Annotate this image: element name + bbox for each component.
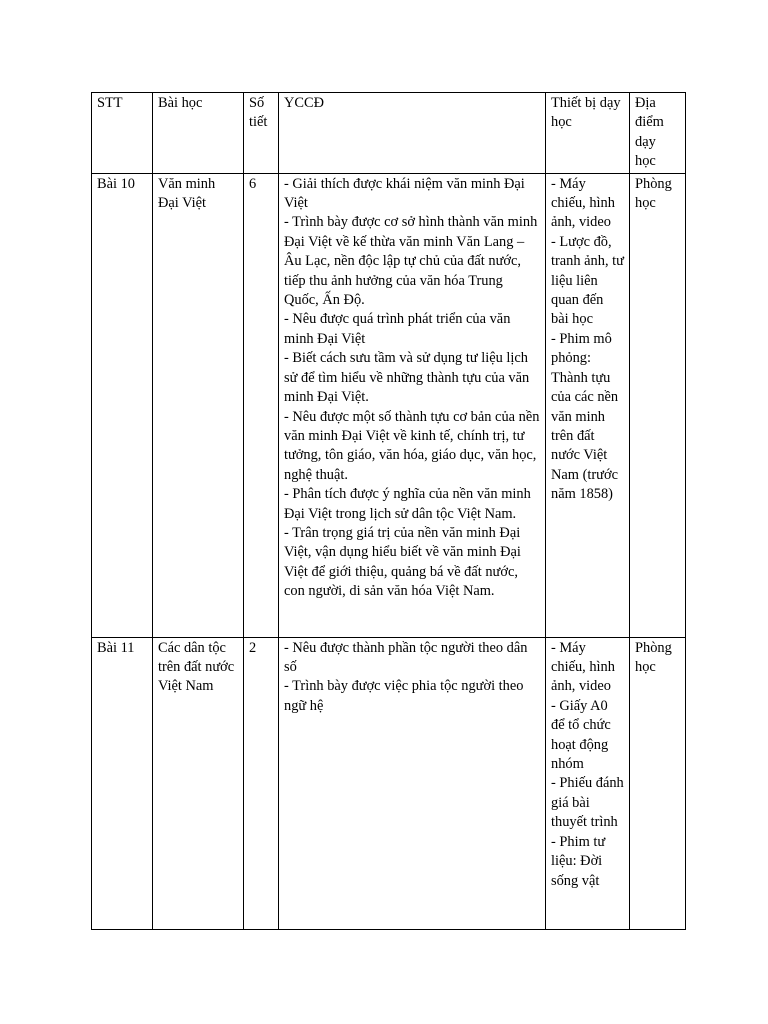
cell-yccd xyxy=(279,173,546,637)
cell-stt: Bài 10 xyxy=(92,173,153,637)
yccd-item: - Nêu được quá trình phát triển của văn minh Đại Việt xyxy=(284,311,511,347)
cell-location: Phòng học xyxy=(630,637,686,929)
cell-equipment xyxy=(546,637,630,929)
table-header-row xyxy=(92,93,686,174)
header-location: Địa điểm dạy học xyxy=(630,93,686,174)
equipment-item: - Phiếu đánh giá bài thuyết trình xyxy=(551,775,624,831)
cell-location: Phòng học xyxy=(630,173,686,637)
cell-lesson: Văn minh Đại Việt xyxy=(153,173,244,637)
header-lesson: Bài học xyxy=(153,93,244,174)
equipment-item: - Phim tư liệu: Đời sống vật xyxy=(551,833,606,889)
equipment-item: - Phim mô phỏng: Thành tựu của các nền văn minh trên đất nước Việt Nam (trước năm 1858) xyxy=(551,330,619,503)
header-yccd: YCCĐ xyxy=(279,93,546,174)
cell-periods: 2 xyxy=(244,637,279,929)
yccd-item: - Giải thích được khái niệm văn minh Đại Việt xyxy=(284,175,525,212)
equipment-item: - Máy chiếu, hình ảnh, video xyxy=(551,175,615,231)
lesson-plan-table xyxy=(91,92,686,930)
table-row xyxy=(92,637,686,929)
equipment-item: - Máy chiếu, hình ảnh, video xyxy=(551,639,615,695)
header-periods: Số tiết xyxy=(244,93,279,174)
cell-lesson: Các dân tộc trên đất nước Việt Nam xyxy=(153,637,244,929)
yccd-item: - Biết cách sưu tầm và sử dụng tư liệu lịch sử để tìm hiểu về những thành tựu của văn minh Đại Việt. xyxy=(284,350,530,406)
yccd-item: - Trân trọng giá trị của nền văn minh Đại Việt, vận dụng hiểu biết về văn minh Đại Việt để giới thiệu, quảng bá về đất nước, con người, di sản văn hóa Việt Nam. xyxy=(284,524,521,600)
cell-yccd xyxy=(279,637,546,929)
cell-stt: Bài 11 xyxy=(92,637,153,929)
table-row xyxy=(92,173,686,637)
equipment-item: - Giấy A0 để tổ chức hoạt động nhóm xyxy=(551,697,611,773)
yccd-item: - Trình bày được việc phia tộc người theo ngữ hệ xyxy=(284,678,524,714)
equipment-item: - Lược đồ, tranh ảnh, tư liệu liên quan đến bài học xyxy=(551,233,624,328)
yccd-item: - Trình bày được cơ sở hình thành văn minh Đại Việt về kế thừa văn minh Văn Lang – Âu Lạc, nền độc lập tự chủ của đất nước, tiếp thu ảnh hưởng của văn hóa Trung Quốc, Ấn Độ. xyxy=(284,214,538,309)
yccd-item: - Nêu được thành phần tộc người theo dân số xyxy=(284,639,528,676)
cell-equipment xyxy=(546,173,630,637)
equipment-list xyxy=(551,639,624,891)
header-stt: STT xyxy=(92,93,153,174)
header-equipment: Thiết bị dạy học xyxy=(546,93,630,174)
yccd-item: - Phân tích được ý nghĩa của nền văn minh Đại Việt trong lịch sử dân tộc Việt Nam. xyxy=(284,486,531,522)
cell-periods: 6 xyxy=(244,173,279,637)
yccd-item: - Nêu được một số thành tựu cơ bản của nền văn minh Đại Việt về kinh tế, chính trị, tư tưởng, tôn giáo, văn hóa, giáo dục, văn học, nghệ thuật. xyxy=(284,408,540,483)
